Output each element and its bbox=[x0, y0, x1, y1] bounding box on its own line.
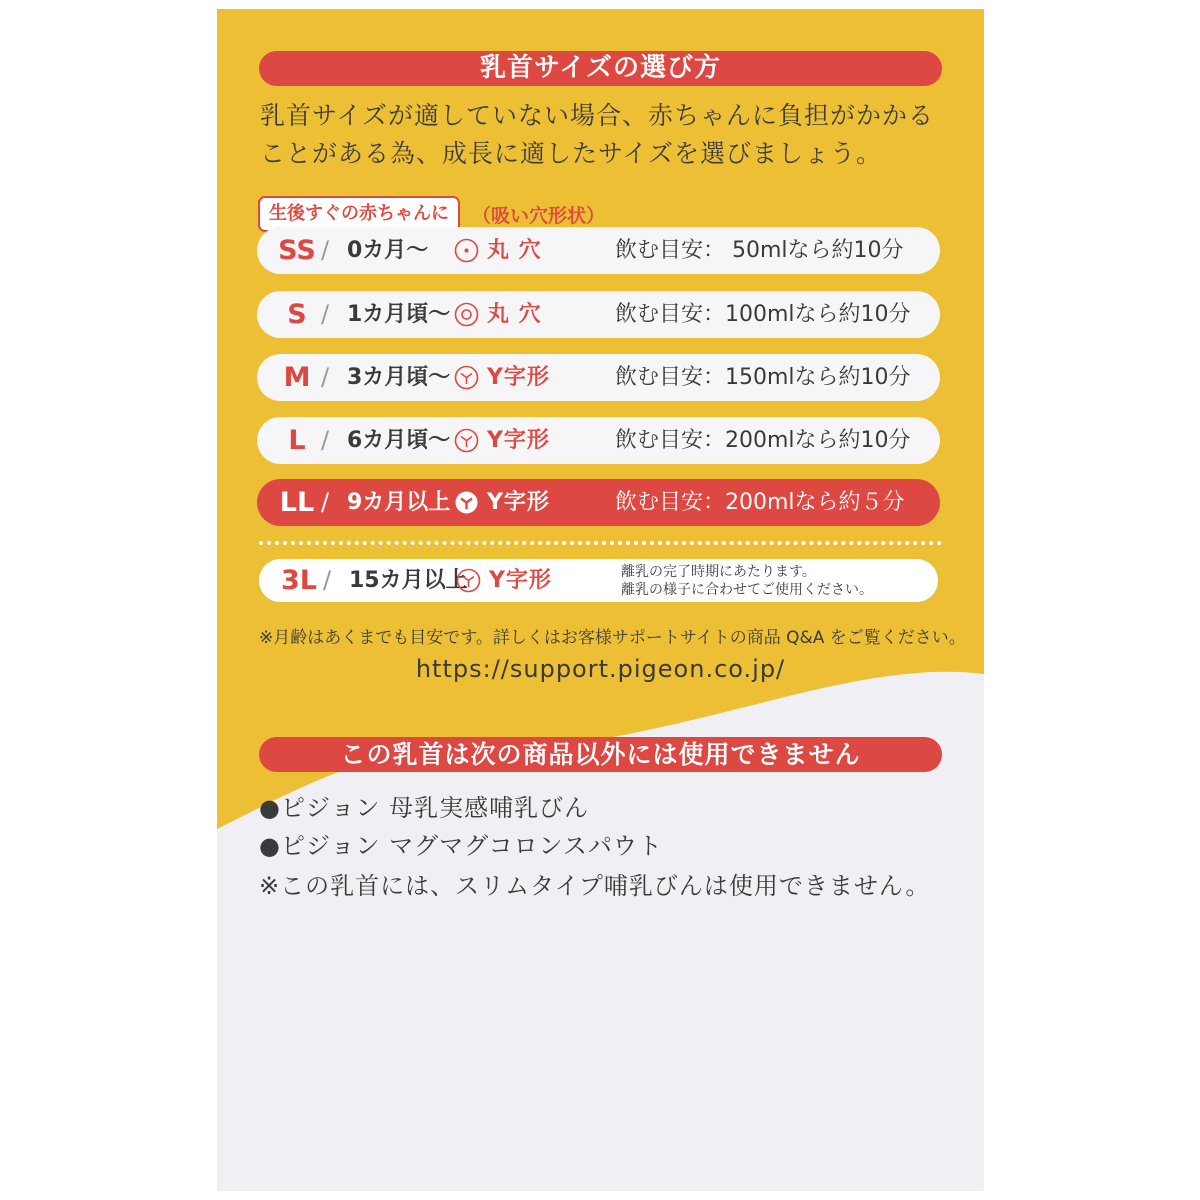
size-row-s bbox=[257, 291, 940, 338]
intro-line-2: ことがある為、成長に適したサイズを選びましょう。 bbox=[260, 139, 883, 168]
intro-text bbox=[260, 97, 960, 173]
support-url[interactable]: https://support.pigeon.co.jp/ bbox=[415, 655, 786, 683]
size-label: M bbox=[283, 362, 311, 393]
age-label: 0カ月～ bbox=[347, 238, 429, 263]
size-label: L bbox=[288, 425, 306, 456]
separator: / bbox=[323, 566, 332, 594]
section-title-size-guide: 乳首サイズの選び方 bbox=[259, 51, 942, 86]
round-hole-icon bbox=[454, 238, 479, 263]
size-label: 3L bbox=[281, 565, 317, 596]
weaning-note-line-1: 離乳の完了時期にあたります。 bbox=[621, 564, 816, 580]
weaning-note-line-2: 離乳の様子に合わせてご使用ください。 bbox=[621, 582, 873, 598]
round-hole-icon bbox=[454, 302, 479, 327]
shape-label: Y字形 bbox=[487, 365, 550, 390]
size-label: LL bbox=[279, 487, 315, 518]
age-label: 1カ月頃～ bbox=[347, 302, 451, 327]
separator: / bbox=[321, 426, 330, 454]
compatibility-note: ※この乳首には、スリムタイプ哺乳びんは使用できません。 bbox=[259, 872, 931, 900]
shape-label: Y字形 bbox=[487, 490, 550, 515]
size-label: S bbox=[287, 299, 307, 330]
newborn-callout: 生後すぐの赤ちゃんに bbox=[258, 196, 460, 232]
compatible-product-1: ●ピジョン 母乳実感哺乳びん bbox=[259, 794, 590, 822]
section-title-compatibility: この乳首は次の商品以外には使用できません bbox=[259, 737, 942, 772]
age-label: 3カ月頃～ bbox=[347, 365, 451, 390]
size-row-ss bbox=[257, 227, 940, 274]
shape-label: Y字形 bbox=[489, 568, 552, 593]
intro-line-1: 乳首サイズが適していない場合、赤ちゃんに負担がかかる bbox=[260, 101, 935, 130]
product-info-card bbox=[217, 9, 984, 1191]
y-cut-icon bbox=[454, 490, 479, 515]
feeding-guide: 飲む目安： 50mlなら約10分 bbox=[615, 238, 904, 263]
compatible-product-2: ●ピジョン マグマグコロンスパウト bbox=[259, 832, 663, 860]
size-row-3l bbox=[257, 557, 940, 604]
age-footnote: ※月齢はあくまでも目安です。詳しくはお客様サポートサイトの商品 Q&A をご覧ください。 bbox=[259, 628, 966, 648]
feeding-guide: 飲む目安：150mlなら約10分 bbox=[615, 365, 911, 390]
feeding-guide: 飲む目安：200mlなら約10分 bbox=[615, 428, 911, 453]
shape-label: 丸 穴 bbox=[487, 238, 542, 263]
separator: / bbox=[321, 363, 330, 391]
size-label: SS bbox=[278, 235, 316, 266]
size-row-m bbox=[257, 354, 940, 401]
y-cut-icon bbox=[454, 428, 479, 453]
age-label: 6カ月頃～ bbox=[347, 428, 451, 453]
feeding-guide: 飲む目安：200mlなら約５分 bbox=[615, 490, 905, 515]
y-cut-icon bbox=[456, 568, 481, 593]
feeding-guide: 飲む目安：100mlなら約10分 bbox=[615, 302, 911, 327]
age-label: 15カ月以上 bbox=[349, 568, 468, 593]
weaning-note bbox=[621, 563, 873, 599]
separator: / bbox=[321, 488, 330, 516]
age-label: 9カ月以上 bbox=[347, 490, 451, 515]
separator: / bbox=[321, 236, 330, 264]
size-row-l bbox=[257, 417, 940, 464]
separator: / bbox=[321, 300, 330, 328]
shape-label: Y字形 bbox=[487, 428, 550, 453]
shape-label: 丸 穴 bbox=[487, 302, 542, 327]
dotted-divider bbox=[259, 541, 942, 545]
size-row-ll bbox=[257, 479, 940, 526]
y-cut-icon bbox=[454, 365, 479, 390]
hole-shape-note: （吸い穴形状） bbox=[472, 205, 606, 227]
